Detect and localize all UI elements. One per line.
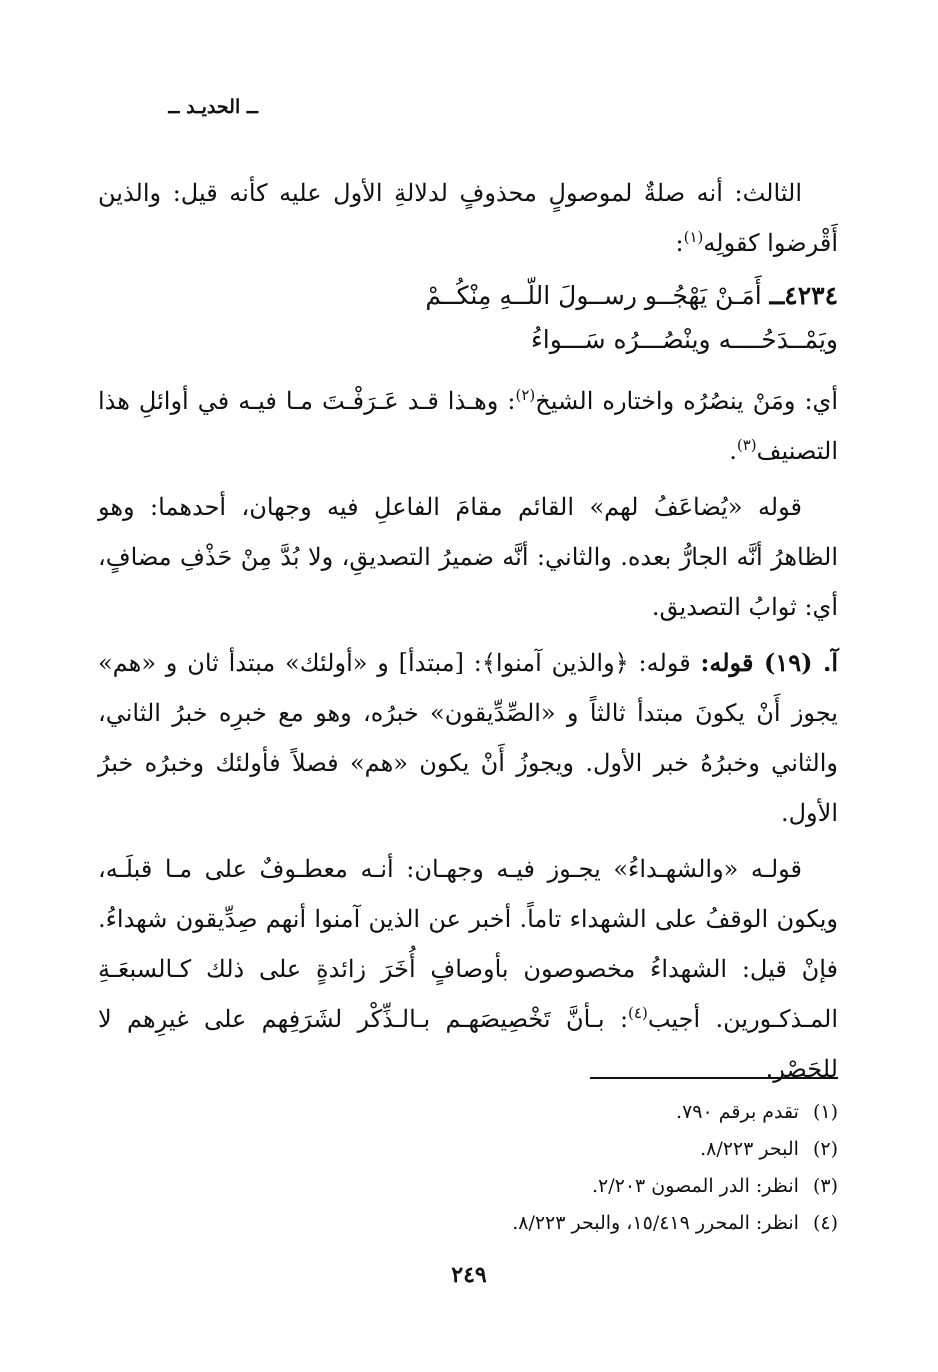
paragraph-1-tail: : — [675, 229, 684, 257]
main-text — [98, 168, 838, 1100]
verse-line-1: أَمَـنْ يَهْجُــو رســولَ اللّــهِ مِنْكُــمْ — [425, 281, 762, 310]
footnote-text: انظر: المحرر ١٥/٤١٩، والبحر ٨/٢٢٣. — [512, 1212, 799, 1234]
footnote-text: البحر ٨/٢٢٣. — [700, 1138, 799, 1160]
footnote-text: تقدم برقم ٧٩٠. — [676, 1101, 799, 1123]
footnote-3 — [338, 1168, 838, 1205]
paragraph-1 — [98, 168, 838, 268]
paragraph-5 — [98, 844, 838, 1094]
footnote-text: انظر: الدر المصون ٢/٢٠٣. — [591, 1175, 799, 1197]
paragraph-2-end: . — [729, 437, 737, 465]
paragraph-1-text: الثالث: أنه صلةٌ لموصولٍ محذوفٍ لدلالةِ الأول عليه كأنه قيل: والذين أَقْرضوا كقولِه — [98, 179, 838, 257]
paragraph-3 — [98, 482, 838, 632]
verse-first-hemistich — [425, 274, 838, 318]
verse-reference: آ. (١٩) قوله: — [700, 648, 839, 677]
footnote-number: (٤) — [812, 1212, 838, 1234]
paragraph-4-text: قوله: ﴿والذين آمنوا﴾: [مبتدأ] و «أولئك» مبتدأ ثان و «هم» يجوز أَنْ يكونَ مبتدأ ثالثاً و «الصِّدِّيقون» خبرُه، وهو مع خبرِه خبرُ الثاني، والثاني وخبرُهُ خبر الأول. ويجوزُ أَنْ يكون «هم» فصلاً فأولئك وخبرُه خبرُ الأول. — [98, 649, 838, 827]
footnote-number: (٣) — [812, 1175, 838, 1197]
poetry-verse — [98, 274, 838, 366]
footnote-number: (٢) — [812, 1138, 838, 1160]
footnote-1 — [338, 1094, 838, 1131]
paragraph-4 — [98, 638, 838, 838]
footnote-4 — [338, 1205, 838, 1242]
footnote-marker-4: (٤) — [628, 1004, 648, 1022]
paragraph-5-tail: : بـأنَّ تَخْصِيصَهـم بـالـذِّكْر لشَرَفِهم على غيرِهم لا للحَصْر. — [98, 1005, 838, 1083]
paragraph-5-text: قولـه «والشهـداءُ» يجـوز فيـه وجهـان: أنـه معطـوفٌ على مـا قبلَـه، ويكون الوقفُ على الشهداء تاماً. أخبر عن الذين آمنوا أنهم صِدِّيقون شهداءُ. فإنْ قيل: الشهداءُ مخصوصون بأوصافٍ أُخَرَ زائدةٍ على ذلك كـالسبعَـةِ المـذكـورين. أجيب — [98, 855, 839, 1033]
footnote-marker-2: (٢) — [515, 386, 536, 404]
paragraph-3-text: قوله «يُضاعَفُ لهم» القائم مقامَ الفاعلِ فيه وجهان، أحدهما: وهو الظاهرُ أنَّه الجارُّ بعده. والثاني: أنَّه ضميرُ التصديقِ، ولا بُدَّ مِنْ حَذْفِ مضافٍ، أي: ثوابُ التصديق. — [98, 493, 838, 621]
footnote-separator — [590, 1077, 838, 1079]
running-head: ــ الحديـد ــ — [168, 96, 258, 118]
footnotes-list — [338, 1094, 838, 1242]
footnote-2 — [338, 1131, 838, 1168]
footnote-number: (١) — [812, 1101, 838, 1123]
verse-second-hemistich: ويَمْــدَحُــــه وينْصُـــرُه سَـــواءُ — [531, 325, 838, 354]
footnote-marker-3: (٣) — [736, 436, 757, 454]
verse-number: ٤٢٣٤ــ — [769, 281, 838, 310]
paragraph-2-text: أي: ومَنْ ينصُرُه واختاره الشيخ — [535, 387, 839, 415]
page-number: ٢٤٩ — [451, 1262, 487, 1288]
paragraph-2-tail: : وهـذا قـد عَـرَفْـتَ مـا فيـه في أوائلِ هذا التصنيف — [98, 387, 838, 465]
footnote-marker-1: (١) — [683, 228, 704, 246]
paragraph-2 — [98, 376, 838, 476]
